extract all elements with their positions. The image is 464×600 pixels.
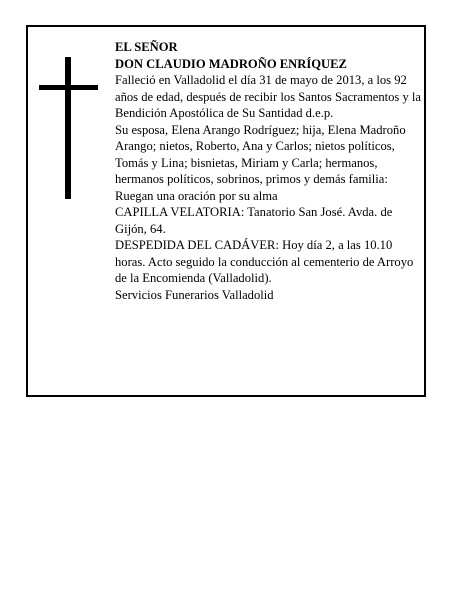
cross-horizontal-bar [39,85,98,90]
family-members: Su esposa, Elena Arango Rodríguez; hija, Elena Madroño Arango; nietos, Roberto, Ana y Carlos; nietos políticos, Tomás y Lina; bisnietas, Miriam y Carla; hermanos, hermanos políticos, sobrinos, primos y demás familia: [115,122,406,186]
chapel-info: CAPILLA VELATORIA: Tanatorio San José. Avda. de Gijón, 64. [115,205,393,236]
obituary-notice [26,25,426,397]
notice-text [115,39,421,303]
death-details: Falleció en Valladolid el día 31 de mayo de 2013, a los 92 años de edad, después de recibir los Santos Sacramentos y la Bendición Apostólica de Su Santidad d.e.p. [115,73,422,120]
funeral-info: DESPEDIDA DEL CADÁVER: Hoy día 2, a las 10.10 horas. Acto seguido la conducción al cementerio de Arroyo de la Encomienda (Valladolid). [115,238,414,285]
deceased-name: DON CLAUDIO MADROÑO ENRÍQUEZ [115,56,347,71]
cross-vertical-bar [65,57,71,199]
funeral-services: Servicios Funerarios Valladolid [115,287,274,302]
prayer-request: Ruegan una oración por su alma [115,188,278,203]
notice-title: EL SEÑOR [115,40,178,54]
